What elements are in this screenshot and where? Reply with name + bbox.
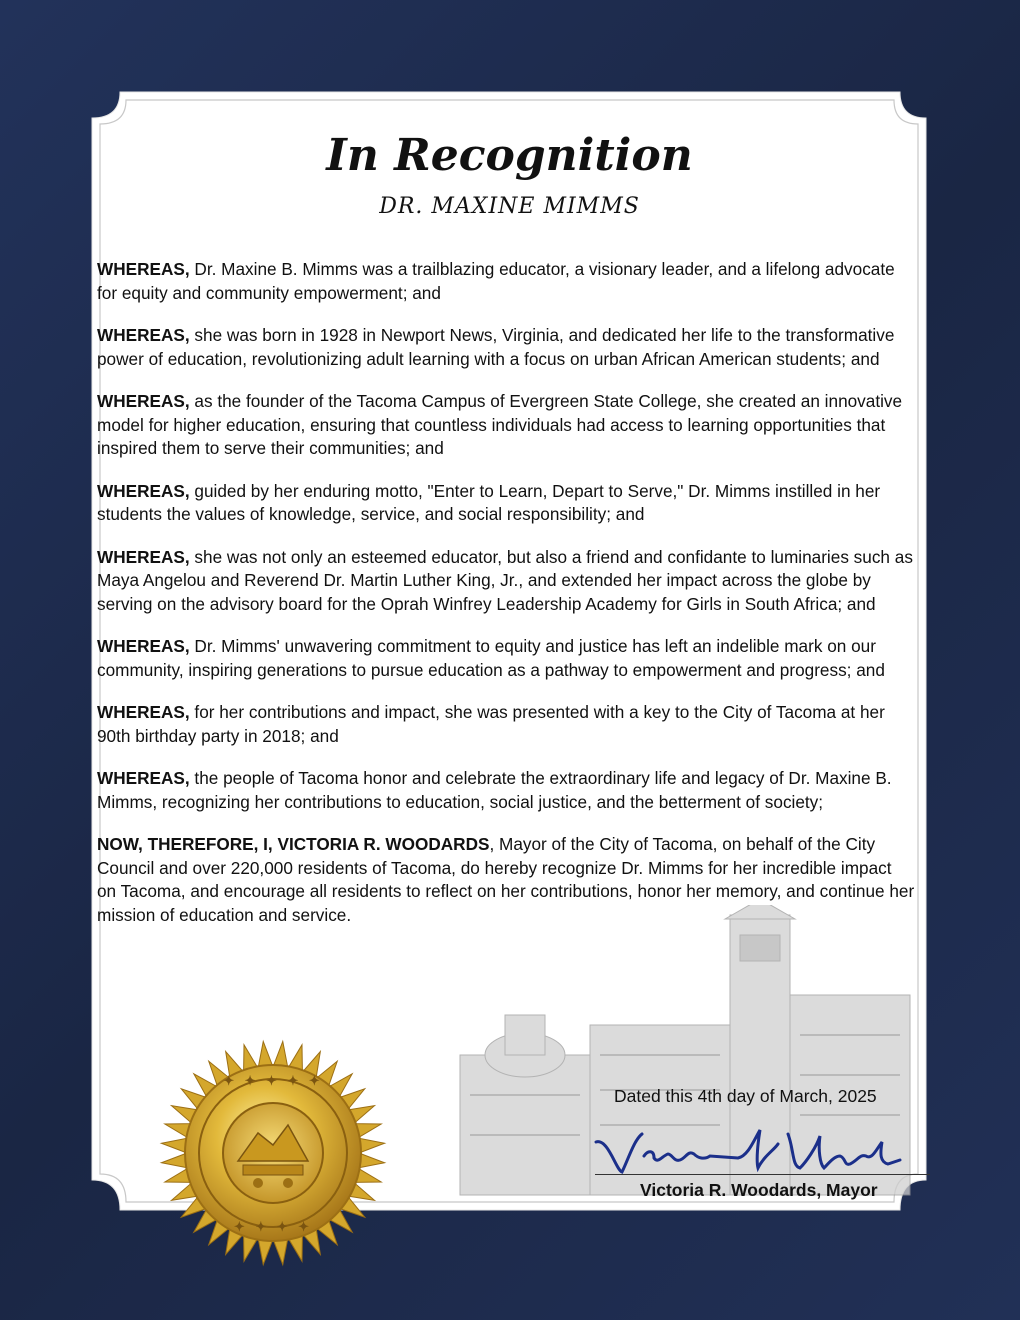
whereas-paragraph: WHEREAS, guided by her enduring motto, "Enter to Learn, Depart to Serve," Dr. Mimms instilled in her students the values of knowledge, service, and social responsibility; and — [97, 480, 881, 524]
city-seal-icon — [158, 1033, 388, 1273]
honoree-name: DR. MAXINE MIMMS — [379, 194, 640, 219]
whereas-paragraph: WHEREAS, Dr. Mimms' unwavering commitment to equity and justice has left an indelible mark on our community, inspiring generations to pursue education as a pathway to empowerment and progress; and — [97, 636, 885, 680]
whereas-paragraph: WHEREAS, Dr. Maxine B. Mimms was a trailblazing educator, a visionary leader, and a lifelong advocate for equity and community empowerment; and — [97, 259, 895, 303]
whereas-paragraph: WHEREAS, for her contributions and impact, she was presented with a key to the City of Tacoma at her 90th birthday party in 2018; and — [97, 702, 885, 746]
whereas-paragraph: WHEREAS, as the founder of the Tacoma Campus of Evergreen State College, she created an innovative model for higher education, ensuring that countless individuals had access to learning opportunities that inspired them to serve their communities; and — [97, 391, 903, 458]
svg-text:✦ ✦ ✦ ✦ ✦: ✦ ✦ ✦ ✦ ✦ — [223, 1074, 323, 1089]
whereas-paragraph: WHEREAS, she was not only an esteemed educator, but also a friend and confidante to luminaries such as Maya Angelou and Reverend Dr. Martin Luther King, Jr., and extended her impact across the globe by serving on the advisory board for the Oprah Winfrey Leadership Academy for Girls in South Africa; and — [97, 546, 913, 614]
whereas-paragraph: WHEREAS, the people of Tacoma honor and celebrate the extraordinary life and legacy of Dr. Maxine B. Mimms, recognizing her contributions to education, social justice, and the betterment of society; — [97, 768, 892, 812]
whereas-paragraph: WHEREAS, she was born in 1928 in Newport News, Virginia, and dedicated her life to the transformative power of education, revolutionizing adult learning with a focus on urban African American students; and — [97, 325, 895, 369]
mayor-signature — [588, 1120, 908, 1180]
signature-line — [595, 1174, 930, 1175]
proclamation-body — [97, 258, 915, 946]
date-line: Dated this 4th day of March, 2025 — [614, 1086, 877, 1106]
document-title: In Recognition — [326, 130, 693, 181]
svg-text:✦ ✦ ✦ ✦: ✦ ✦ ✦ ✦ — [233, 1220, 313, 1235]
resolution-paragraph: NOW, THEREFORE, I, VICTORIA R. WOODARDS, Mayor of the City of Tacoma, on behalf of the City Council and over 220,000 residents of Tacoma, do hereby recognize Dr. Mimms for her incredible impact on Tacoma, and encourage all residents to reflect on her contributions, honor her memory, and continue her mission of education and service. — [97, 834, 915, 925]
signatory-name: Victoria R. Woodards, Mayor — [640, 1180, 878, 1200]
